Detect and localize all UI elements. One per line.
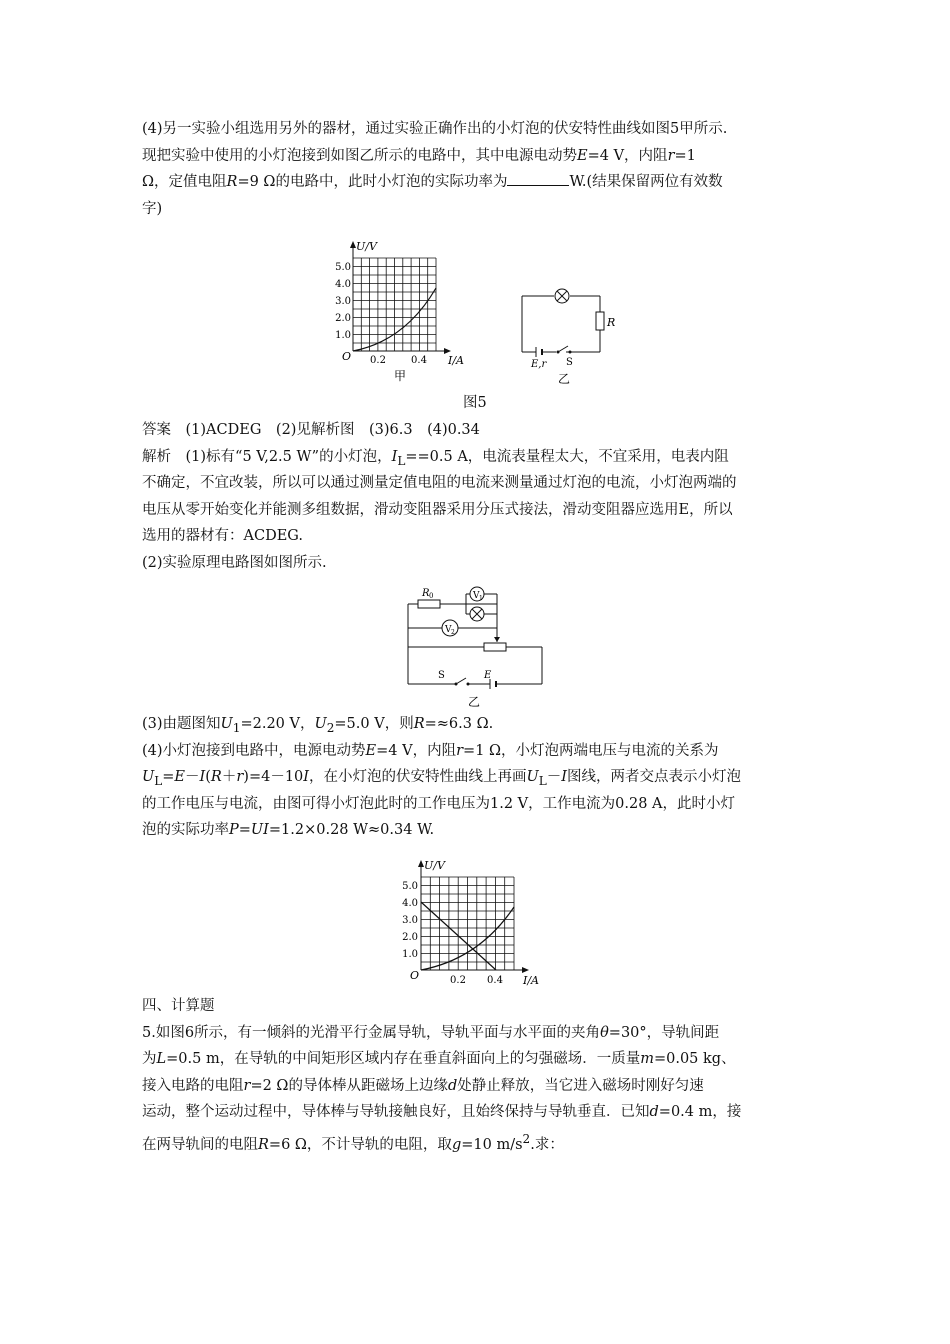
answer-1: (1)ACDEG xyxy=(185,422,262,438)
text: 图线，两者交点表示小灯泡 xyxy=(567,769,741,785)
y-tick: 4.0 xyxy=(335,279,351,290)
analysis-line-3: 电压从零开始变化并能测多组数据，滑动变阻器采用分压式接法，滑动变阻器应选用E，所以 xyxy=(142,501,733,518)
answer-4: (4)0.34 xyxy=(427,422,480,438)
r0-sub: 0 xyxy=(429,592,434,600)
q4-line-1: (4)另一实验小组选用另外的器材，通过实验正确作出的小灯泡的伏安特性曲线如图5甲所示. xyxy=(142,121,728,137)
rheostat-icon xyxy=(484,643,506,651)
y-tick: 1.0 xyxy=(402,949,418,960)
var-d: d xyxy=(447,1077,458,1094)
var-r: R xyxy=(226,174,238,190)
y-tick: 4.0 xyxy=(402,898,418,909)
circuit-yi xyxy=(512,286,622,386)
var-u: U xyxy=(526,769,539,785)
v2-sub: 2 xyxy=(451,629,455,636)
answer-block xyxy=(142,417,814,576)
origin-label: O xyxy=(410,969,420,982)
graph-caption: 甲 xyxy=(393,369,407,383)
var-e: E xyxy=(365,742,377,759)
text: =4 V，内阻 xyxy=(376,742,457,759)
analysis-line-6 xyxy=(142,711,814,738)
y-tick: 3.0 xyxy=(335,296,351,307)
resistor-label: R xyxy=(607,316,616,329)
analysis-block-2 xyxy=(142,711,814,844)
q5-line-1 xyxy=(142,1020,814,1047)
analysis-line-8 xyxy=(142,764,814,791)
q5-line-4 xyxy=(142,1099,814,1126)
answer-3: (3)6.3 xyxy=(368,422,413,438)
text: 5.如图6所示，有一倾斜的光滑平行金属导轨，导轨平面与水平面的夹角 xyxy=(142,1024,601,1041)
var-r: R xyxy=(258,1136,269,1153)
text: 运动，整个运动过程中，导体棒与导轨接触良好，且始终保持与导轨垂直．已知 xyxy=(142,1104,650,1120)
x-tick: 0.2 xyxy=(370,355,386,366)
subscript: L xyxy=(154,773,163,788)
var-u: U xyxy=(142,769,155,785)
var-r: R xyxy=(413,716,425,732)
answer-2: (2)见解析图 xyxy=(275,422,355,438)
q4-line-2 xyxy=(142,143,814,170)
text: =30°，导轨间距 xyxy=(608,1024,720,1041)
text: =0.05 kg、 xyxy=(653,1051,736,1067)
lamp-icon xyxy=(555,289,569,303)
var-ui: UI xyxy=(250,822,269,838)
analysis-line-7 xyxy=(142,738,814,765)
var-e: E xyxy=(174,769,186,785)
q5-line-2 xyxy=(142,1046,814,1073)
analysis-line-9: 的工作电压与电流，由图可得小灯泡此时的工作电压为1.2 V，工作电流为0.28 A，此时小灯 xyxy=(142,795,736,812)
section-title: 四、计算题 xyxy=(142,998,215,1014)
text: ，在小灯泡的伏安特性曲线上再画 xyxy=(309,769,527,785)
q4-line-3 xyxy=(142,169,814,196)
var-r: r xyxy=(667,147,675,164)
var-l: L xyxy=(156,1051,167,1067)
text: 在两导轨间的电阻 xyxy=(142,1136,258,1153)
text: ＋ xyxy=(221,769,237,785)
text: =4 V，内阻 xyxy=(587,147,668,164)
switch-icon xyxy=(557,346,572,354)
analysis-line-4: 选用的器材有：ACDEG. xyxy=(142,528,303,544)
var-g: g xyxy=(451,1136,462,1153)
text: 处静止释放，当它进入磁场时刚好匀速 xyxy=(457,1077,704,1094)
y-tick: 2.0 xyxy=(402,932,418,943)
var-i: I xyxy=(199,769,206,785)
text: 为 xyxy=(142,1051,157,1067)
text: =0.4 m，接 xyxy=(658,1104,742,1120)
analysis-line-1 xyxy=(142,444,814,471)
var-theta: θ xyxy=(600,1024,609,1041)
text: )=4－10 xyxy=(243,769,304,785)
r0-resistor-icon xyxy=(418,600,440,608)
analysis-line-5: (2)实验原理电路图如图所示. xyxy=(142,554,327,571)
lamp-icon xyxy=(470,607,484,621)
answer-label: 答案 xyxy=(142,422,171,438)
var-r: r xyxy=(236,769,244,785)
r0-label: R xyxy=(422,588,430,599)
var-i: I xyxy=(561,769,567,785)
text: ==0.5 A，电流表量程太大，不宜采用，电表内阻 xyxy=(405,448,729,465)
text: Ω，定值电阻 xyxy=(142,174,227,190)
text: =10 m/s xyxy=(461,1136,523,1153)
y-tick: 3.0 xyxy=(402,915,418,926)
q4-line-4: 字) xyxy=(142,200,163,217)
grid xyxy=(353,258,436,351)
text: 接入电路的电阻 xyxy=(142,1077,244,1094)
text: =1 xyxy=(674,147,696,164)
text: (4)小灯泡接到电路中，电源电动势 xyxy=(142,742,366,759)
text: =5.0 V，则 xyxy=(334,716,414,732)
y-axis-label: U/V xyxy=(424,859,445,872)
circuit-2 xyxy=(400,580,550,710)
question-4 xyxy=(142,116,814,222)
battery-label: E,r xyxy=(531,359,547,370)
text: =≈6.3 Ω. xyxy=(424,716,494,732)
x-axis-label: I/A xyxy=(523,974,539,987)
text: － xyxy=(546,769,562,785)
v2-letter: V xyxy=(445,625,452,635)
voltmeter-v1-icon xyxy=(470,587,484,602)
circuit-caption: 乙 xyxy=(467,695,481,709)
rheostat-slider-icon xyxy=(494,637,500,642)
battery-icon xyxy=(536,347,542,357)
graph-2 xyxy=(376,855,551,995)
y-tick: 1.0 xyxy=(335,330,351,341)
y-tick: 5.0 xyxy=(402,881,418,892)
var-u: U xyxy=(314,716,327,732)
y-tick: 2.0 xyxy=(335,313,351,324)
var-i: I xyxy=(303,769,309,785)
subscript: L xyxy=(397,453,406,468)
text: = xyxy=(238,822,251,838)
text: =1.2×0.28 W≈0.34 W. xyxy=(268,822,435,838)
voltmeter-v2-icon xyxy=(442,620,458,636)
text: .求： xyxy=(530,1136,564,1153)
text: =0.5 m，在导轨的中间矩形区域内存在垂直斜面向上的匀强磁场．一质量 xyxy=(166,1051,641,1067)
v1-letter: V xyxy=(473,591,480,601)
text: =2 Ω的导体棒从距磁场上边缘 xyxy=(250,1077,448,1094)
text: =6 Ω，不计导轨的电阻，取 xyxy=(268,1136,452,1153)
q5-line-3 xyxy=(142,1073,814,1100)
text: =2.20 V， xyxy=(240,716,315,732)
q5-line-5 xyxy=(142,1126,814,1153)
text: = xyxy=(162,769,175,785)
subscript: 2 xyxy=(326,720,335,735)
graph-jia xyxy=(320,236,485,384)
figure-caption: 图5 xyxy=(463,395,487,411)
switch-label: S xyxy=(566,357,573,368)
text: 解析 (1)标有“5 V,2.5 W”的小灯泡， xyxy=(142,448,392,465)
var-d: d xyxy=(649,1104,659,1120)
origin-label: O xyxy=(342,350,352,363)
var-u: U xyxy=(220,716,233,732)
text: (3)由题图知 xyxy=(142,716,221,732)
var-m: m xyxy=(640,1051,654,1067)
x-tick: 0.4 xyxy=(487,975,503,986)
subscript: 1 xyxy=(232,720,241,735)
text: 泡的实际功率 xyxy=(142,822,229,838)
text: =9 Ω的电路中，此时小灯泡的实际功率为 xyxy=(237,174,508,190)
analysis-line-10 xyxy=(142,817,814,844)
text: W.(结果保留两位有效数 xyxy=(569,174,723,190)
y-tick: 5.0 xyxy=(335,262,351,273)
v1-sub: 1 xyxy=(479,595,483,602)
x-axis-label: I/A xyxy=(448,354,464,367)
x-tick: 0.2 xyxy=(450,975,466,986)
y-axis-label: U/V xyxy=(356,240,377,253)
var-i: I xyxy=(391,448,398,465)
var-r: r xyxy=(243,1077,251,1094)
resistor-icon xyxy=(596,312,604,330)
text: 现把实验中使用的小灯泡接到如图乙所示的电路中，其中电源电动势 xyxy=(142,147,577,164)
x-arrow-icon xyxy=(522,967,529,973)
var-r: r xyxy=(456,742,464,759)
answer-blank[interactable] xyxy=(507,171,569,186)
superscript: 2 xyxy=(522,1131,531,1146)
text: ( xyxy=(205,769,211,785)
subscript: L xyxy=(538,773,547,788)
var-r: R xyxy=(210,769,222,785)
text: － xyxy=(185,769,200,785)
switch-icon xyxy=(455,678,470,686)
switch-label: S xyxy=(438,670,445,681)
circuit-caption: 乙 xyxy=(557,372,571,386)
analysis-line-2: 不确定，不宜改装，所以可以通过测量定值电阻的电流来测量通过灯泡的电流，小灯泡两端的 xyxy=(142,475,737,491)
x-tick: 0.4 xyxy=(411,355,427,366)
section-4 xyxy=(142,993,814,1152)
answer-line xyxy=(142,417,814,444)
grid xyxy=(421,877,514,970)
var-p: P xyxy=(229,822,239,838)
text: =1 Ω，小灯泡两端电压与电流的关系为 xyxy=(463,742,719,759)
battery-label: E xyxy=(484,670,492,681)
var-e: E xyxy=(577,147,588,164)
